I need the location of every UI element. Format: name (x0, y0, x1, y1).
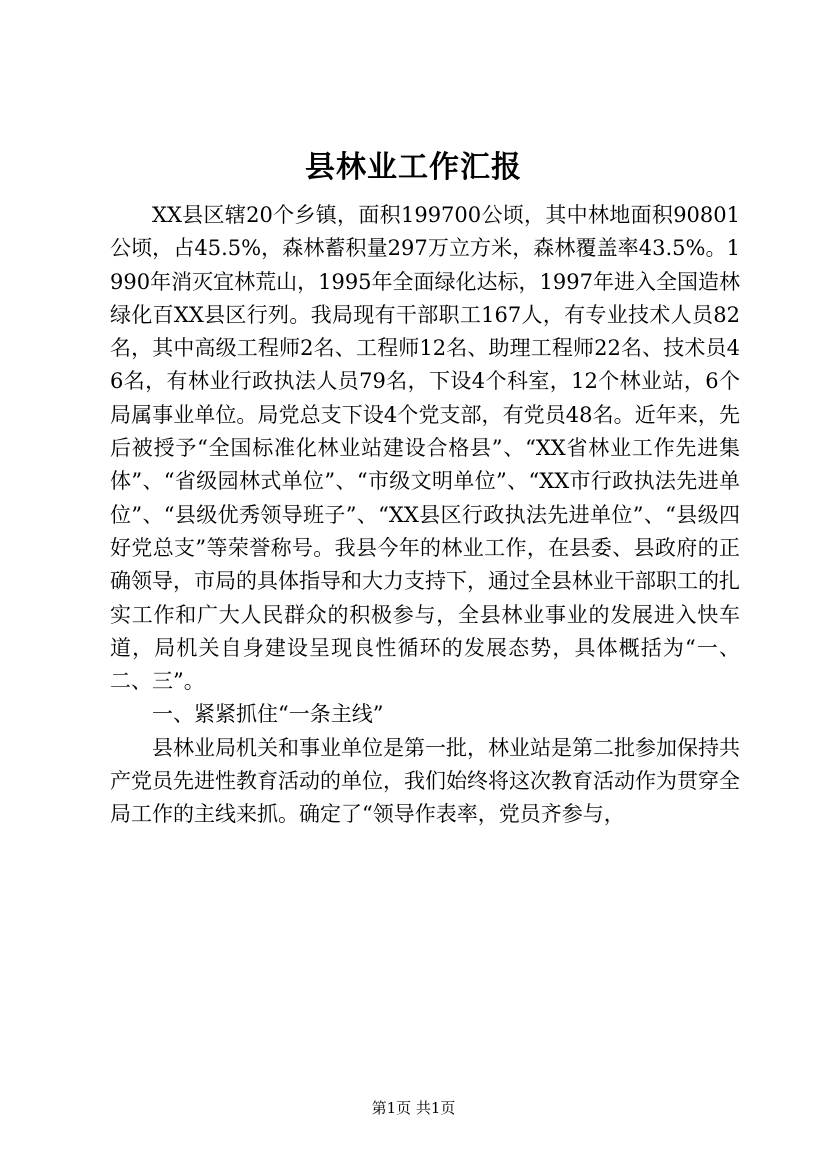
document-body (110, 199, 740, 832)
document-title: 县林业工作汇报 (305, 150, 522, 185)
intro-paragraph: XX县区辖20个乡镇，面积199700公顷，其中林地面积90801公顷，占45.5%，森林蓄积量297万立方米，森林覆盖率43.5%。1990年消灭宜林荒山，1995年全面绿化达标，1997年进入全国造林绿化百XX县区行列。我局现有干部职工167人，有专业技术人员82名，其中高级工程师2名、工程师12名、助理工程师22名、技术员46名，有林业行政执法人员79名，下设4个科室，12个林业站，6个局属事业单位。局党总支下设4个党支部，有党员48名。近年来，先后被授予“全国标准化林业站建设合格县”、“XX省林业工作先进集体”、“省级园林式单位”、“市级文明单位”、“XX市行政执法先进单位”、“县级优秀领导班子”、“XX县区行政执法先进单位”、“县级四好党总支”等荣誉称号。我县今年的林业工作，在县委、县政府的正确领导，市局的具体指导和大力支持下，通过全县林业干部职工的扎实工作和广大人民群众的积极参与，全县林业事业的发展进入快车道，局机关自身建设呈现良性循环的发展态势，具体概括为“一、二、三”。 (110, 203, 740, 694)
section-heading: 一、紧紧抓住“一条主线” (152, 702, 384, 727)
page-footer: 第1页 共1页 (371, 1099, 456, 1117)
section-paragraph: 县林业局机关和事业单位是第一批，林业站是第二批参加保持共产党员先进性教育活动的单位，我们始终将这次教育活动作为贯穿全局工作的主线来抓。确定了“领导作表率，党员齐参与， (110, 735, 740, 827)
